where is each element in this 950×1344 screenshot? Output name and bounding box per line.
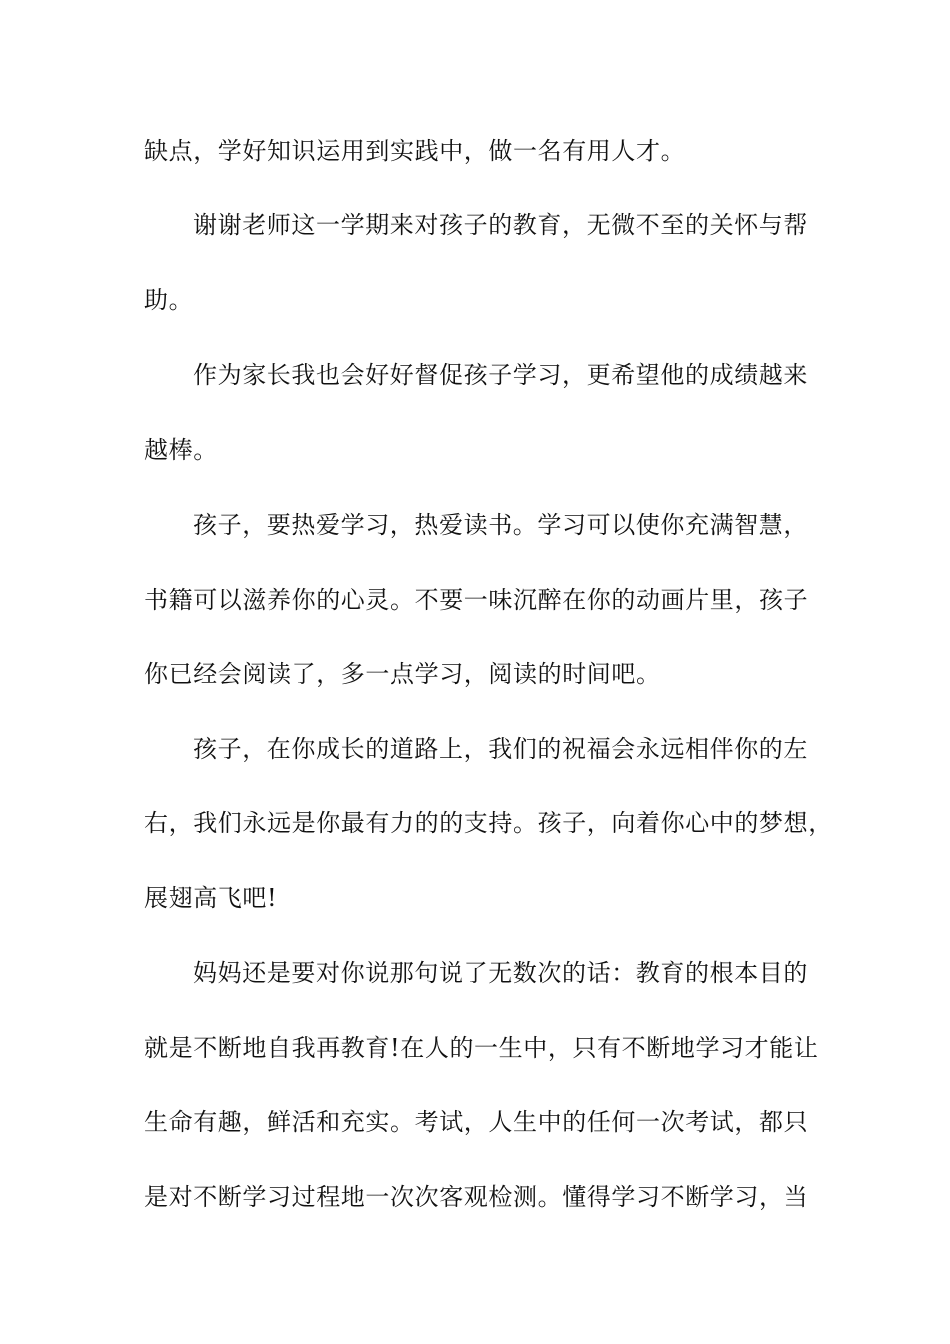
text-line: 妈妈还是要对你说那句说了无数次的话：教育的根本目的 (193, 959, 808, 987)
text-line: 谢谢老师这一学期来对孩子的教育，无微不至的关怀与帮 (193, 211, 808, 239)
text-line: 你已经会阅读了，多一点学习，阅读的时间吧。 (144, 660, 661, 688)
text-line: 是对不断学习过程地一次次客观检测。懂得学习不断学习，当 (144, 1183, 809, 1211)
text-line: 助。 (144, 286, 194, 314)
text-line: 孩子，要热爱学习，热爱读书。学习可以使你充满智慧， (193, 511, 808, 539)
text-line: 右，我们永远是你最有力的的支持。孩子，向着你心中的梦想， (144, 809, 833, 837)
text-line: 就是不断地自我再教育!在人的一生中，只有不断地学习才能让 (144, 1034, 819, 1062)
text-line: 缺点，学好知识运用到实践中，做一名有用人才。 (144, 137, 686, 165)
text-line: 作为家长我也会好好督促孩子学习，更希望他的成绩越来 (193, 361, 808, 389)
text-line: 展翅高飞吧! (144, 884, 278, 912)
text-line: 越棒。 (144, 436, 218, 464)
text-line: 书籍可以滋养你的心灵。不要一味沉醉在你的动画片里，孩子 (144, 586, 809, 614)
text-line: 孩子，在你成长的道路上，我们的祝福会永远相伴你的左 (193, 735, 808, 763)
text-line: 生命有趣，鲜活和充实。考试，人生中的任何一次考试，都只 (144, 1108, 809, 1136)
